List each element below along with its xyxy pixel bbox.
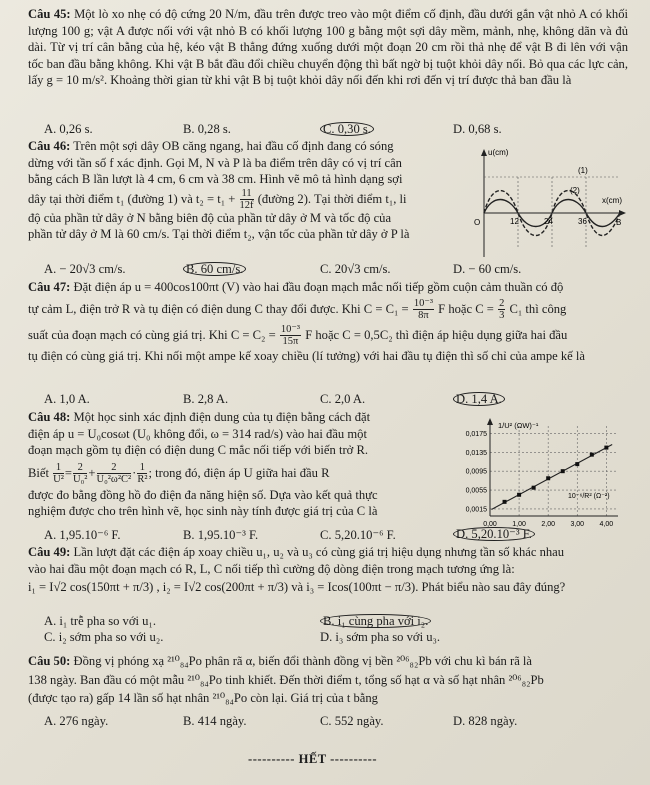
text-line: F hoặc C = bbox=[438, 301, 494, 316]
option-c[interactable]: C. 5,20.10⁻⁶ F. bbox=[320, 528, 396, 542]
fraction-denominator: 15π bbox=[282, 336, 299, 348]
text-line: dừng với tần số f xác định. Gọi M, N và P là ba điểm trên dây có vị trí cân bbox=[28, 155, 402, 170]
fraction-numerator: 11 bbox=[241, 188, 252, 200]
option-c[interactable]: C. 552 ngày. bbox=[320, 714, 384, 728]
question-number: Câu 46: bbox=[28, 139, 71, 153]
text-line: tự cảm L, điện trở R và tụ điện có điện dung C thay đổi được. Khi C = C₁ = bbox=[28, 301, 409, 316]
tick-label: 24 bbox=[544, 217, 553, 226]
y-tick-label: 0,0135 bbox=[465, 449, 487, 457]
option-d[interactable]: D. 828 ngày. bbox=[453, 714, 518, 728]
text-line: phần tử dây ở M là 60 cm/s. Tại thời điểm t₂, vận tốc của phần tử dây ở P là bbox=[28, 227, 410, 242]
y-tick-label: 0,0015 bbox=[465, 506, 487, 514]
option-d-text: D. 1,4 A. bbox=[453, 392, 505, 406]
text-line: F hoặc C = 0,5C₂ thì điện áp hiệu dụng giữa hai đầu bbox=[305, 327, 568, 342]
question-50 bbox=[28, 652, 628, 708]
text-line: Trên một sợi dây OB căng ngang, hai đầu cố định đang có sóng bbox=[73, 139, 394, 153]
y-axis-arrow bbox=[481, 149, 487, 156]
option-c[interactable]: C. 2,0 A. bbox=[320, 392, 366, 406]
x-tick-label: 2,00 bbox=[541, 521, 555, 528]
tick-label: B bbox=[616, 218, 622, 227]
text-line: Một học sinh xác định điện dung của tụ điện bằng cách đặt bbox=[73, 410, 371, 424]
fraction-numerator: 2 bbox=[499, 298, 505, 310]
text-line: điện áp u = U₀cosωt (U₀ không đổi, ω = 314 rad/s) vào hai đầu một bbox=[28, 426, 367, 441]
text-line: được đo bằng đồng hồ đo điện đa năng hiện số. Dựa vào kết quả thực bbox=[28, 487, 378, 502]
tick-label: 12 bbox=[510, 217, 519, 226]
option-c-text: C. 0,30 s. bbox=[320, 122, 374, 136]
option-a[interactable]: A. 1,95.10⁻⁶ F. bbox=[44, 528, 121, 542]
data-point bbox=[517, 493, 521, 497]
question-text: Một lò xo nhẹ có độ cứng 20 N/m, đầu trên được treo vào một điểm cố định, đầu dưới gắn vật nhỏ A có khối lượng 100 g; vật A được nối với vật nhỏ B có khối lượng 100 g bằng một sợi dây mềm, mảnh, nhẹ, không dãn và đủ dài. Từ vị trí cân bằng của hệ, kéo vật B thẳng đứng xuống dưới một đoạn 20 cm rồi thả nhẹ để vật B đi lên với vận tốc ban đầu bằng không. Khi vật B bắt đầu đổi chiều chuyển động thì bất ngờ bị tuột khỏi dây nối. Bỏ qua các lực cản, lấy g = 10 m/s². Khoảng thời gian từ khi vật B bị tuột khỏi dây nối đến khi rơi đến vị trí được thả ban đầu là bbox=[28, 7, 628, 88]
standing-wave-figure bbox=[470, 145, 630, 263]
fraction-c2 bbox=[280, 324, 301, 347]
data-point bbox=[590, 453, 594, 457]
x-tick-label: 4,00 bbox=[599, 521, 614, 528]
text-line: Biết bbox=[28, 465, 49, 480]
tick-label: O bbox=[474, 218, 481, 227]
data-point bbox=[546, 476, 550, 480]
tick-label: 36 bbox=[578, 217, 587, 226]
option-a[interactable]: A. − 20√3 cm/s. bbox=[44, 262, 126, 276]
question-number: Câu 49: bbox=[28, 545, 71, 559]
option-d-text: D. 5,20.10⁻³ F. bbox=[453, 527, 535, 541]
data-point bbox=[575, 462, 579, 466]
option-b-circled[interactable] bbox=[320, 614, 431, 629]
x-axis-arrow bbox=[619, 210, 626, 216]
option-c[interactable]: C. 20√3 cm/s. bbox=[320, 262, 391, 276]
option-d[interactable]: D. − 60 cm/s. bbox=[453, 262, 522, 276]
text-line: dây tại thời điểm t₁ (đường 1) và t₂ = t₁ + bbox=[28, 191, 236, 206]
curve-2-label: (2) bbox=[570, 186, 580, 195]
text-line: tụ điện có cùng giá trị. Khi nối một ampe kế xoay chiều (lí tưởng) với hai đầu tụ điện thì số chỉ của ampe kế là bbox=[28, 348, 585, 363]
question-number: Câu 50: bbox=[28, 654, 71, 668]
y-axis-label: 1/U² (ΩW)⁻¹ bbox=[498, 421, 539, 430]
fraction-numerator: 10⁻³ bbox=[413, 298, 434, 310]
option-b-text: B. 60 cm/s. bbox=[183, 262, 246, 276]
option-d-circled[interactable] bbox=[453, 392, 505, 407]
text-line: Đồng vị phóng xạ ²¹⁰₈₄Po phân rã α, biến đổi thành đồng vị bền ²⁰⁶₈₂Pb với chu kì bán rã là bbox=[73, 654, 533, 668]
chart-ticks bbox=[466, 431, 614, 528]
chart-grid bbox=[490, 424, 618, 516]
option-b-circled[interactable] bbox=[183, 262, 246, 277]
text-line: suất của đoạn mạch có cùng giá trị. Khi C = C₂ = bbox=[28, 327, 276, 342]
data-point bbox=[532, 486, 536, 490]
question-50-options bbox=[28, 714, 628, 730]
y-axis-label: u(cm) bbox=[488, 148, 509, 157]
y-axis-arrow bbox=[487, 418, 493, 425]
option-a[interactable]: A. 276 ngày. bbox=[44, 714, 109, 728]
curve-1-label: (1) bbox=[578, 166, 588, 175]
question-47-options bbox=[28, 392, 628, 408]
question-45-options bbox=[28, 122, 628, 138]
question-48-options bbox=[28, 527, 628, 543]
y-tick-label: 0,0055 bbox=[465, 487, 487, 495]
y-tick-label: 0,0175 bbox=[465, 430, 487, 438]
question-46 bbox=[28, 138, 463, 243]
option-b[interactable]: B. 2,8 A. bbox=[183, 392, 229, 406]
text-line: (được tạo ra) gấp 14 lần số hạt nhân ²¹⁰₈₄Po còn lại. Giá trị của t bằng bbox=[28, 691, 378, 705]
x-tick-label: 3,00 bbox=[570, 521, 585, 528]
end-marker: ---------- HẾT ---------- bbox=[248, 752, 378, 766]
question-47 bbox=[28, 279, 628, 364]
data-point bbox=[503, 500, 507, 504]
option-d-circled[interactable] bbox=[453, 527, 535, 542]
question-49-options-row1 bbox=[28, 614, 628, 630]
text-line: Lần lượt đặt các điện áp xoay chiều u₁, u₂ và u₃ có cùng giá trị hiệu dụng nhưng tần số khác nhau bbox=[73, 545, 565, 559]
text-line: ; trong đó, điện áp U giữa hai đầu R bbox=[148, 465, 330, 480]
text-line: độ của phần tử dây ở N bằng biên độ của phần tử dây ở M và tốc độ của bbox=[28, 210, 392, 225]
question-45 bbox=[28, 6, 628, 89]
text-line: i₁ = I√2 cos(150πt + π/3) , i₂ = I√2 cos(200πt + π/3) và i₃ = Icos(100πt − π/3). Phát biểu nào sau đây đúng? bbox=[28, 580, 566, 595]
fraction-denominator: 12f bbox=[239, 200, 254, 212]
text-line: nghiệm được cho trên hình vẽ, học sinh này tính được giá trị của C là bbox=[28, 504, 378, 519]
option-b-text: B. i₁ cùng pha với i₂. bbox=[320, 614, 431, 628]
question-46-options bbox=[28, 262, 628, 278]
text-line: Đặt điện áp u = 400cos100πt (V) vào hai đầu đoạn mạch mắc nối tiếp gồm cuộn cảm thuần có độ bbox=[73, 280, 564, 294]
fraction-denominator: 8π bbox=[418, 310, 429, 322]
question-number: Câu 48: bbox=[28, 410, 71, 424]
fraction-2-3 bbox=[498, 298, 505, 321]
text-line: (đường 2). Tại thời điểm t₁, li bbox=[257, 191, 407, 206]
text-line: đoạn mạch gồm tụ điện có điện dung C mắc nối tiếp với biến trở R. bbox=[28, 443, 368, 458]
fraction-numerator: 10⁻³ bbox=[280, 324, 301, 336]
option-a[interactable]: A. 1,0 A. bbox=[44, 392, 90, 406]
question-49 bbox=[28, 544, 628, 597]
question-number: Câu 47: bbox=[28, 280, 71, 294]
x-tick-label: 0,00 bbox=[483, 521, 497, 528]
text-line: C₁ thì công bbox=[509, 301, 567, 316]
text-line: bằng cách B lần lượt là 4 cm, 6 cm và 38 cm. Hình vẽ mô tả hình dạng sợi bbox=[28, 172, 403, 187]
option-d[interactable]: D. 0,68 s. bbox=[453, 122, 502, 136]
fraction-11-12f bbox=[240, 188, 254, 211]
x-tick-label: 1,00 bbox=[512, 521, 526, 528]
option-b[interactable]: B. 1,95.10⁻³ F. bbox=[183, 528, 259, 542]
option-d[interactable]: D. i₃ sớm pha so với u₃. bbox=[320, 630, 441, 644]
text-line: vào hai đầu một đoạn mạch có R, L, C nối tiếp thì cường độ dòng điện trong mạch tương ứng là: bbox=[28, 561, 515, 576]
x-axis-label: 10⁻⁶/R² (Ω⁻²) bbox=[568, 493, 610, 500]
formula-fraction: $\frac{1}{\text{U²}}$ bbox=[53, 462, 64, 486]
option-b[interactable]: B. 414 ngày. bbox=[183, 714, 247, 728]
formula-fraction: $\frac{1}{\text{R²}}$ bbox=[137, 462, 148, 486]
x-axis-label: x(cm) bbox=[602, 196, 622, 205]
formula-fraction: $\frac{2}{\text{U₀²ω²C²}}$ bbox=[96, 462, 132, 486]
option-a[interactable]: A. i₁ trễ pha so với u₁. bbox=[44, 614, 156, 628]
question-48: Câu 48: Một học sinh xác định điện dung của tụ điện bằng cách đặt điện áp u = U₀cosωt (U₀ không đổi, ω = 314 rad/s) vào hai đầu một đoạn mạch gồm tụ điện có điện dung C mắc nối tiếp với biến trở R. Biết $\frac{1}{\text{U²}}$ = $\frac{2}{\text{U₀²}}$ + $\frac{2}{\text{U₀²ω²C²}}$ · $\frac{1}{\text{R²}}$ ; trong đó, điện áp U giữa hai đầu R được đo bằng đồng hồ đo điện đa năng hiện số. Dựa vào kết quả thực nghiệm được cho trên hình vẽ, học sinh này tính được giá trị của C là bbox=[28, 409, 448, 520]
option-a[interactable]: A. 0,26 s. bbox=[44, 122, 93, 136]
option-c-circled[interactable] bbox=[320, 122, 374, 137]
data-point bbox=[561, 469, 565, 473]
formula-fraction: $\frac{2}{\text{U₀²}}$ bbox=[73, 462, 88, 486]
text-line: 138 ngày. Ban đầu có một mẫu ²¹⁰₈₄Po tinh khiết. Đến thời điểm t, tổng số hạt α và số hạt nhân ²⁰⁶₈₂Pb bbox=[28, 672, 544, 687]
fraction-denominator: 3 bbox=[499, 310, 505, 322]
question-number: Câu 45: bbox=[28, 7, 71, 21]
capacitance-chart bbox=[440, 412, 635, 530]
option-c[interactable]: C. i₂ sớm pha so với u₂. bbox=[44, 630, 164, 644]
option-b[interactable]: B. 0,28 s. bbox=[183, 122, 231, 136]
data-point bbox=[604, 446, 608, 450]
question-49-options-row2 bbox=[28, 630, 628, 646]
y-tick-label: 0,0095 bbox=[465, 468, 487, 476]
fraction-c1 bbox=[413, 298, 434, 321]
